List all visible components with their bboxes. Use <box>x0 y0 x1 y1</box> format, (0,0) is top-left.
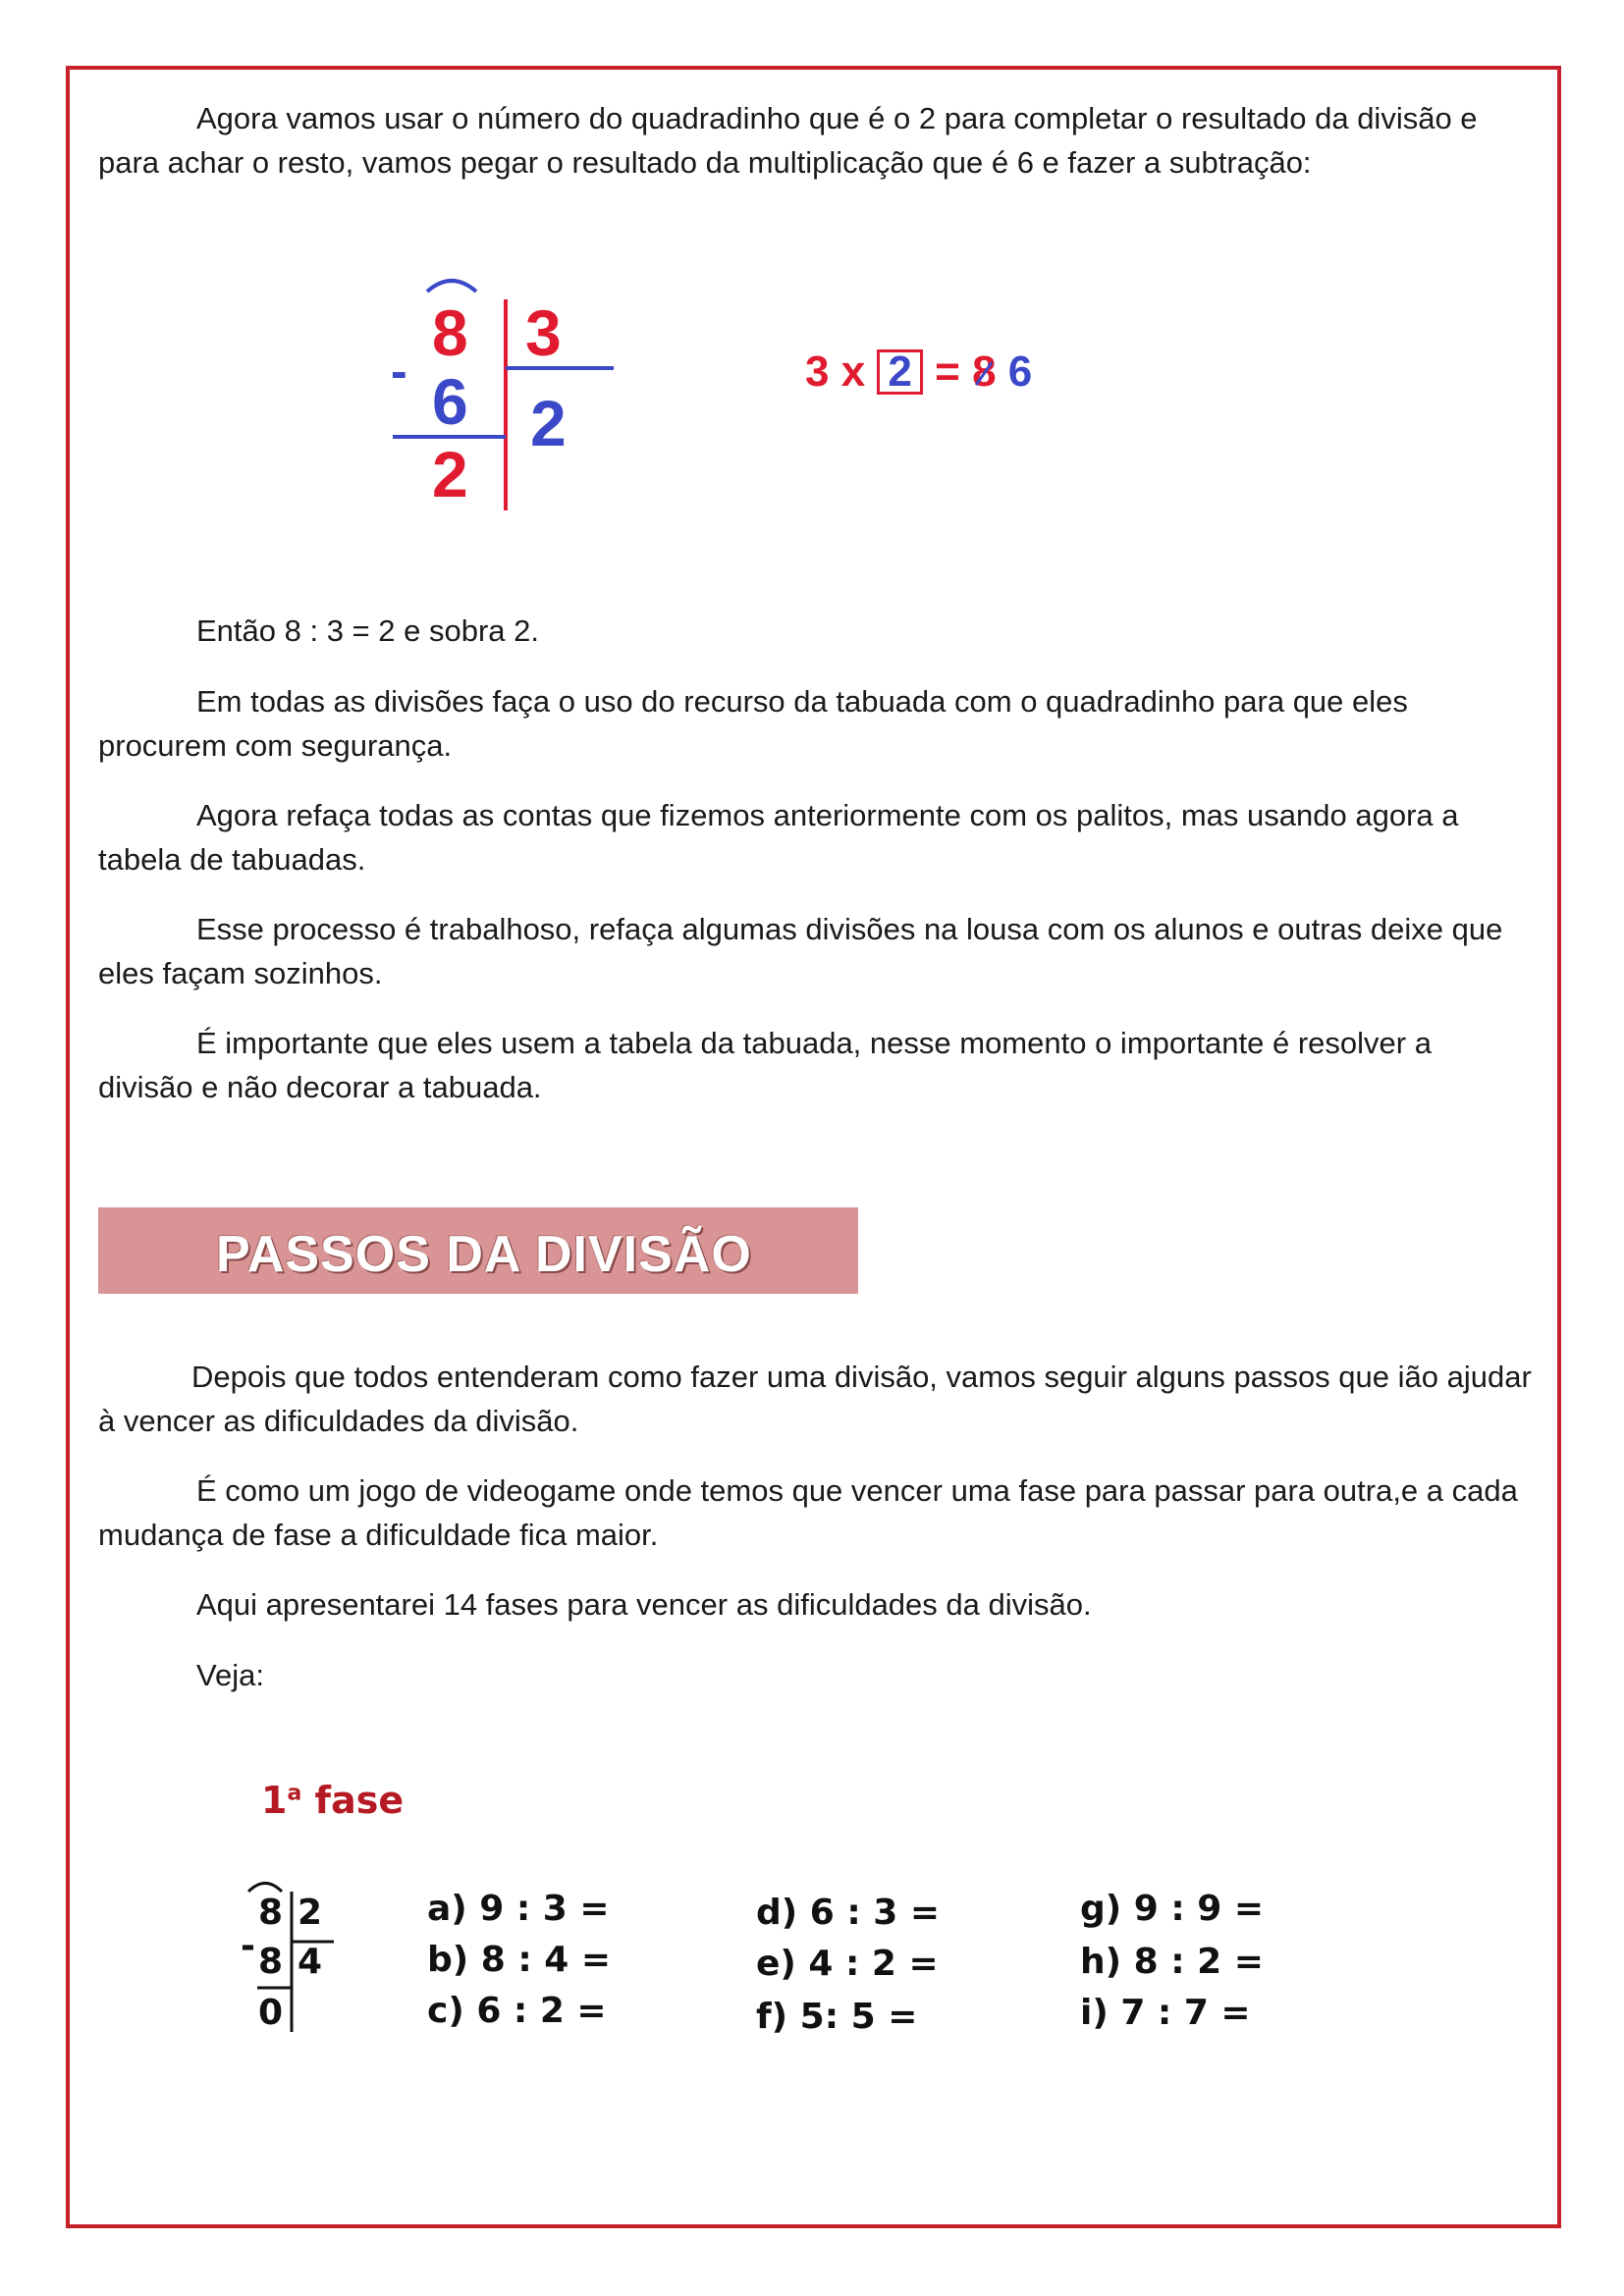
division-diagram <box>383 270 638 515</box>
subtracted-digit: 6 <box>432 365 468 438</box>
exercise-d: d) 6 : 3 = <box>756 1893 941 1933</box>
minus-sign: - <box>391 344 407 399</box>
paragraph-7: Depois que todos entenderam como fazer uma divisão, vamos seguir alguns passos que ião ajudar à vencer as dificuldades da divisão. <box>98 1360 1532 1438</box>
quotient-digit: 2 <box>530 387 567 459</box>
divisor-digit: 3 <box>525 296 562 369</box>
exercise-e: e) 4 : 2 = <box>756 1944 939 1984</box>
paragraph-5: Esse processo é trabalhoso, refaça algumas divisões na lousa com os alunos e outras deixe que eles façam sozinhos. <box>98 912 1503 990</box>
exercise-b: b) 8 : 4 = <box>427 1940 612 1980</box>
multiplication-check <box>805 347 1032 397</box>
paragraph-3: Em todas as divisões faça o uso do recurso da tabuada com o quadradinho para que eles procurem com segurança. <box>98 684 1408 763</box>
mult-crossed-number: 8 <box>972 347 997 396</box>
exercise-a: a) 9 : 3 = <box>427 1889 610 1929</box>
mult-left: 3 x <box>805 347 866 396</box>
dividend-digit: 8 <box>432 296 468 369</box>
exercise-g: g) 9 : 9 = <box>1080 1889 1265 1929</box>
exercise-f: f) 5: 5 = <box>756 1997 918 2037</box>
paragraph-9: Aqui apresentarei 14 fases para vencer as dificuldades da divisão. <box>196 1587 1092 1622</box>
paragraph-2: Então 8 : 3 = 2 e sobra 2. <box>196 614 539 648</box>
fase-number: 1 <box>261 1779 288 1822</box>
exercise-h: h) 8 : 2 = <box>1080 1942 1264 1982</box>
fase-dividend: 8 <box>258 1893 284 1933</box>
section-title: PASSOS DA DIVISÃO <box>216 1226 752 1283</box>
fase-arc-mark <box>248 1884 282 1893</box>
paragraph-1: Agora vamos usar o número do quadradinho que é o 2 para completar o resultado da divisão e para achar o resto, vamos pegar o resultado da multiplicação que é 6 e fazer a subtração: <box>98 101 1478 180</box>
remainder-digit: 2 <box>432 438 468 510</box>
arc-mark <box>427 281 476 292</box>
fase-ordinal: a <box>287 1781 302 1806</box>
paragraph-10: Veja: <box>196 1658 264 1692</box>
mult-equals: = <box>935 347 960 396</box>
paragraph-8: É como um jogo de videogame onde temos que vencer uma fase para passar para outra,e a cada mudança de fase a dificuldade fica maior. <box>98 1473 1518 1552</box>
exercise-c: c) 6 : 2 = <box>427 1991 607 2031</box>
paragraph-6: É importante que eles usem a tabela da tabuada, nesse momento o importante é resolver a divisão e não decorar a tabuada. <box>98 1026 1432 1104</box>
fase-divisor: 2 <box>298 1893 323 1933</box>
fase-minus: - <box>241 1926 255 1966</box>
fase-subtracted: 8 <box>258 1942 284 1982</box>
mult-box-number: 2 <box>877 349 922 395</box>
fase-word: fase <box>314 1779 405 1822</box>
mult-result: 6 <box>1007 347 1033 396</box>
exercise-i: i) 7 : 7 = <box>1080 1993 1251 2033</box>
paragraph-4: Agora refaça todas as contas que fizemos anteriormente com os palitos, mas usando agora a tabela de tabuadas. <box>98 798 1459 877</box>
fase-remainder: 0 <box>258 1993 284 2033</box>
fase-quotient: 4 <box>298 1942 323 1982</box>
fase-title <box>261 1779 404 1822</box>
